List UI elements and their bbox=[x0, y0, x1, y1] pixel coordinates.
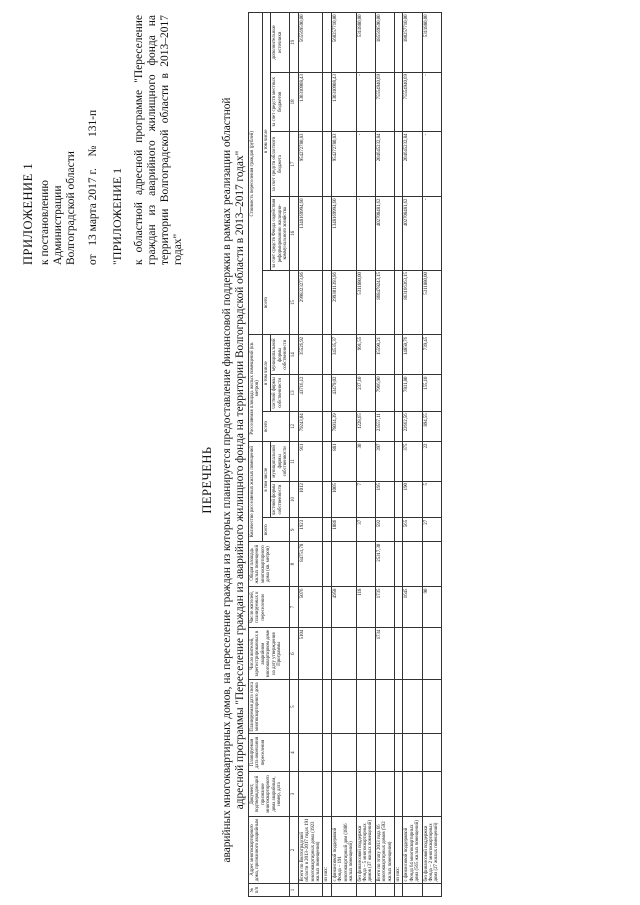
table-cell: 5311880,00 bbox=[356, 13, 375, 73]
table-cell: 565 bbox=[403, 518, 422, 542]
table-cell: 27 bbox=[422, 518, 441, 542]
table-cell bbox=[331, 542, 356, 587]
table-cell: 1645 bbox=[403, 587, 422, 628]
table-cell: 23557,11 bbox=[375, 411, 394, 441]
cost-group-header: Стоимость переселения граждан (рублей) bbox=[249, 13, 263, 335]
table-cell bbox=[323, 132, 331, 197]
table-cell: 25317,30 bbox=[375, 542, 394, 587]
table-row bbox=[403, 13, 422, 897]
table-cell bbox=[323, 375, 331, 412]
table-cell: 30 bbox=[356, 442, 375, 482]
area-group-header: Расселяемая площадь жилых помещений (кв. метров) bbox=[249, 335, 263, 442]
table-cell: 35526,92 bbox=[298, 335, 323, 375]
table-cell: 954272780,83 bbox=[298, 132, 323, 197]
row-label: Всего по Волгоградской области в 2013–2017 годах 191 многоквартирных дома (1923 жилых помещения) bbox=[298, 816, 323, 883]
table-cell: 565569590,00 bbox=[298, 13, 323, 73]
table-cell bbox=[331, 680, 356, 734]
col-num: 4 bbox=[290, 734, 298, 772]
col-num: 15 bbox=[290, 270, 298, 335]
cost-fund: за счет средств Фонда содействия реформированию жилищно-коммунального хозяйства bbox=[271, 197, 290, 271]
table-cell: 1348169994,60 bbox=[298, 197, 323, 271]
table-cell: - bbox=[356, 132, 375, 197]
table-cell: 991,55 bbox=[356, 335, 375, 375]
row-label: без финансовой поддержки Фонда – 2 многоквартирных дома (27 жилых помещений) bbox=[422, 816, 441, 883]
table-cell bbox=[394, 518, 402, 542]
table-cell: 560257710,00 bbox=[331, 13, 356, 73]
table-cell bbox=[394, 335, 402, 375]
table-cell: - bbox=[422, 132, 441, 197]
col-num: 19 bbox=[290, 13, 298, 73]
table-cell bbox=[356, 734, 375, 772]
column-numbers-row bbox=[290, 13, 298, 897]
table-cell bbox=[394, 481, 402, 518]
area-total: всего bbox=[262, 411, 290, 441]
table-cell: - bbox=[422, 72, 441, 131]
col-num: 3 bbox=[290, 772, 298, 817]
table-cell bbox=[403, 772, 422, 817]
table-cell bbox=[323, 734, 331, 772]
table-cell bbox=[323, 628, 331, 680]
document-title bbox=[200, 85, 247, 875]
table-cell bbox=[323, 197, 331, 271]
table-row bbox=[356, 13, 375, 897]
cost-regional: за счет средств областного бюджета bbox=[271, 132, 290, 197]
rooms-total: всего bbox=[262, 518, 290, 542]
area-private: частной формы собственности bbox=[271, 375, 290, 412]
col-num: 6 bbox=[290, 628, 298, 680]
table-cell bbox=[403, 680, 422, 734]
table-cell: 402708481,62 bbox=[403, 197, 422, 271]
table-cell bbox=[356, 772, 375, 817]
table-cell: 1012 bbox=[298, 481, 323, 518]
cost-total: всего bbox=[262, 270, 290, 335]
table-cell bbox=[375, 734, 394, 772]
rooms-municipal: муниципальной формы собственности bbox=[271, 442, 290, 482]
table-cell: 881 bbox=[331, 442, 356, 482]
table-cell: 739,45 bbox=[422, 335, 441, 375]
table-cell bbox=[394, 884, 402, 897]
row-label: с финансовой поддержкой Фонда – 191 многоквартирный дом (1886 жилых помещений) bbox=[331, 816, 356, 883]
table-cell bbox=[394, 587, 402, 628]
table-row bbox=[375, 13, 394, 897]
table-cell bbox=[323, 270, 331, 335]
col-num: 18 bbox=[290, 72, 298, 131]
row-label: Всего по этапу 2013 года 66 многоквартирных домов (592 жилых помещения) bbox=[375, 816, 394, 883]
table-cell bbox=[356, 884, 375, 897]
table-cell bbox=[323, 587, 331, 628]
table-cell: - bbox=[356, 72, 375, 131]
table-cell: 4958 bbox=[331, 587, 356, 628]
table-cell bbox=[331, 884, 356, 897]
table-cell bbox=[331, 772, 356, 817]
row-label: из них: bbox=[394, 816, 402, 883]
table-cell: 375 bbox=[403, 442, 422, 482]
table-cell bbox=[323, 335, 331, 375]
table-cell bbox=[323, 772, 331, 817]
table-cell bbox=[298, 680, 323, 734]
houses-table bbox=[248, 12, 442, 897]
col-number: № п/п bbox=[249, 884, 290, 897]
table-cell bbox=[394, 132, 402, 197]
area-incl: в том числе bbox=[262, 335, 270, 411]
table-cell: 7966,90 bbox=[375, 375, 394, 412]
table-cell bbox=[375, 884, 394, 897]
table-cell: 894,55 bbox=[422, 411, 441, 441]
row-label: из них: bbox=[323, 816, 331, 883]
table-cell: 1734 bbox=[375, 628, 394, 680]
resolution-date: 13 марта 2017 г. bbox=[87, 168, 99, 246]
program-reference: к областной адресной программе "Переселение граждан из аварийного жилищного фонда на территории Волгоградской области в 2013–2017 годах" bbox=[133, 15, 184, 265]
table-row bbox=[394, 13, 402, 897]
table-cell: 84751,78 bbox=[298, 542, 323, 587]
col-residents-registered: Число жителей, зарегистрированных в аварийном многоквартирном доме на дату утверждения Программы bbox=[249, 628, 290, 680]
table-cell: 43479,02 bbox=[331, 375, 356, 412]
col-num: 10 bbox=[290, 481, 298, 518]
table-cell bbox=[323, 518, 331, 542]
table-cell: 155,10 bbox=[422, 375, 441, 412]
table-cell: 237,10 bbox=[356, 375, 375, 412]
table-cell: 43716,12 bbox=[298, 375, 323, 412]
table-cell: - bbox=[356, 197, 375, 271]
table-cell bbox=[323, 884, 331, 897]
resolution-date-line bbox=[87, 15, 100, 265]
table-cell: 1735 bbox=[375, 587, 394, 628]
table-cell: 90 bbox=[422, 587, 441, 628]
table-cell bbox=[331, 628, 356, 680]
region: Волгоградской области bbox=[65, 151, 77, 265]
table-cell bbox=[422, 884, 441, 897]
administration: Администрации bbox=[52, 185, 64, 265]
table-cell bbox=[375, 772, 394, 817]
col-num: 12 bbox=[290, 411, 298, 441]
table-cell bbox=[323, 680, 331, 734]
col-end-date: Планируемая дата окончания переселения bbox=[249, 734, 290, 772]
table-cell: 5311880,00 bbox=[356, 270, 375, 335]
table-cell: 1886 bbox=[331, 518, 356, 542]
from-label: от bbox=[87, 254, 99, 265]
table-cell bbox=[323, 13, 331, 73]
col-num: 17 bbox=[290, 132, 298, 197]
table-cell: 22 bbox=[422, 442, 441, 482]
table-cell: 5104 bbox=[298, 628, 323, 680]
rooms-incl: в том числе bbox=[262, 442, 270, 518]
table-cell bbox=[331, 734, 356, 772]
table-cell bbox=[394, 734, 402, 772]
appendix-label: ПРИЛОЖЕНИЕ 1 bbox=[21, 162, 35, 265]
table-cell: 2998323273,86 bbox=[298, 270, 323, 335]
table-cell bbox=[403, 628, 422, 680]
table-cell bbox=[298, 734, 323, 772]
table-cell: 204645232,84 bbox=[403, 132, 422, 197]
col-residents-planned: Число жителей, планируемых к переселению bbox=[249, 587, 290, 628]
table-cell: - bbox=[422, 197, 441, 271]
table-cell bbox=[422, 680, 441, 734]
resolution-number: 131-п bbox=[87, 109, 99, 138]
number-sign: № bbox=[87, 145, 99, 157]
table-cell bbox=[323, 411, 331, 441]
col-num: 16 bbox=[290, 197, 298, 271]
appendix-header bbox=[22, 15, 185, 265]
col-demolition-date: Планируемая дата сноса многоквартирного дома bbox=[249, 680, 290, 734]
table-cell bbox=[422, 772, 441, 817]
table-cell: 14850,76 bbox=[403, 335, 422, 375]
cost-local: за счет средств местных бюджетов bbox=[271, 72, 290, 131]
table-cell: 22662,56 bbox=[403, 411, 422, 441]
table-cell bbox=[394, 628, 402, 680]
title-heading: ПЕРЕЧЕНЬ bbox=[200, 446, 214, 514]
col-num: 8 bbox=[290, 542, 298, 587]
table-cell: 1348169994,60 bbox=[331, 197, 356, 271]
cost-extra: дополнительные источники bbox=[271, 13, 290, 73]
table-row bbox=[298, 13, 323, 897]
table-cell: 1923 bbox=[298, 518, 323, 542]
rooms-private: частной формы собственности bbox=[271, 481, 290, 518]
table-cell: 5 bbox=[422, 481, 441, 518]
table-body bbox=[298, 13, 441, 897]
table-cell: 863166363,15 bbox=[403, 270, 422, 335]
rooms-group-header: Количество расселяемых жилых помещений bbox=[249, 442, 263, 542]
table-cell bbox=[298, 772, 323, 817]
cost-incl: в том числе bbox=[262, 13, 270, 271]
table-cell: 118 bbox=[356, 587, 375, 628]
table-cell bbox=[323, 481, 331, 518]
table-cell: 204645232,84 bbox=[375, 132, 394, 197]
col-document: Документ, подтверждающий признание многоквартирного дома аварийным, номер, дата bbox=[249, 772, 290, 817]
table-row bbox=[331, 13, 356, 897]
table-cell: 5076 bbox=[298, 587, 323, 628]
table-cell: 7 bbox=[356, 481, 375, 518]
table-cell bbox=[356, 542, 375, 587]
table-cell: 397 bbox=[375, 442, 394, 482]
table-cell bbox=[394, 13, 402, 73]
table-cell: 75554940,69 bbox=[403, 72, 422, 131]
table-cell bbox=[323, 542, 331, 587]
col-num: 14 bbox=[290, 335, 298, 375]
table-cell bbox=[394, 442, 402, 482]
table-cell bbox=[394, 270, 402, 335]
table-cell: 402708481,62 bbox=[375, 197, 394, 271]
col-num: 11 bbox=[290, 442, 298, 482]
to-resolution: к постановлению bbox=[39, 180, 51, 265]
table-cell: 185569590,00 bbox=[375, 13, 394, 73]
table-cell bbox=[323, 442, 331, 482]
table-cell: 78014,39 bbox=[331, 411, 356, 441]
table-cell: 7811,80 bbox=[403, 375, 422, 412]
col-num: 7 bbox=[290, 587, 298, 628]
table-cell: 75554940,69 bbox=[375, 72, 394, 131]
col-address: Адрес многоквартирного дома, признанного аварийным bbox=[249, 816, 290, 883]
table-cell bbox=[298, 884, 323, 897]
table-cell bbox=[394, 197, 402, 271]
col-total-area: Общая площадь жилых помещений многоквартирного дома (кв. метров) bbox=[249, 542, 290, 587]
table-cell bbox=[422, 542, 441, 587]
table-cell: 130310908,43 bbox=[298, 72, 323, 131]
table-cell: 911 bbox=[298, 442, 323, 482]
col-num: 13 bbox=[290, 375, 298, 412]
table-cell bbox=[323, 72, 331, 131]
area-municipal: муниципальной формы собственности bbox=[271, 335, 290, 375]
table-cell: 954272780,83 bbox=[331, 132, 356, 197]
table-row bbox=[323, 13, 331, 897]
table-cell: 37 bbox=[356, 518, 375, 542]
table-cell bbox=[403, 884, 422, 897]
table-cell: 180257710,00 bbox=[403, 13, 422, 73]
table-cell: 5311880,00 bbox=[422, 13, 441, 73]
table-cell bbox=[394, 72, 402, 131]
table-cell bbox=[394, 375, 402, 412]
table-cell: 1005 bbox=[331, 481, 356, 518]
col-num: 1 bbox=[290, 884, 298, 897]
table-cell: 195 bbox=[375, 481, 394, 518]
table-cell: 15590,21 bbox=[375, 335, 394, 375]
table-cell bbox=[403, 542, 422, 587]
table-cell: 79243,04 bbox=[298, 411, 323, 441]
table-cell bbox=[356, 680, 375, 734]
table-cell bbox=[394, 411, 402, 441]
title-subheading: аварийных многоквартирных домов, на переселение граждан из которых планируется предоставление финансовой поддержки в рамках реализации областной адресной программы "Переселение граждан из аварийного жилищного фонда на территории Волгоградской области в 2013–2017 годах" bbox=[221, 97, 246, 863]
table-cell: 868478243,15 bbox=[375, 270, 394, 335]
table-cell: 1228,65 bbox=[356, 411, 375, 441]
table-cell: 5311880,00 bbox=[422, 270, 441, 335]
table-cell: 130310908,43 bbox=[331, 72, 356, 131]
table-cell bbox=[422, 734, 441, 772]
table-cell: 34535,37 bbox=[331, 335, 356, 375]
table-cell: 190 bbox=[403, 481, 422, 518]
table-cell bbox=[375, 680, 394, 734]
table-cell: 592 bbox=[375, 518, 394, 542]
table-cell bbox=[403, 734, 422, 772]
row-label: без финансовой поддержки Фонда – 5 многоквартирных домов (37 жилых помещений) bbox=[356, 816, 375, 883]
table-cell: 2993011393,86 bbox=[331, 270, 356, 335]
table-cell bbox=[394, 680, 402, 734]
table-row bbox=[422, 13, 441, 897]
col-num: 5 bbox=[290, 680, 298, 734]
table-cell bbox=[394, 772, 402, 817]
table-cell bbox=[356, 628, 375, 680]
appendix-quote: "ПРИЛОЖЕНИЕ 1 bbox=[110, 167, 124, 265]
row-label: с финансовой поддержкой Фонда 64 многоквартирных дома (565 жилых помещений) bbox=[403, 816, 422, 883]
table-cell bbox=[422, 628, 441, 680]
col-num: 9 bbox=[290, 518, 298, 542]
col-num: 2 bbox=[290, 816, 298, 883]
table-cell bbox=[394, 542, 402, 587]
